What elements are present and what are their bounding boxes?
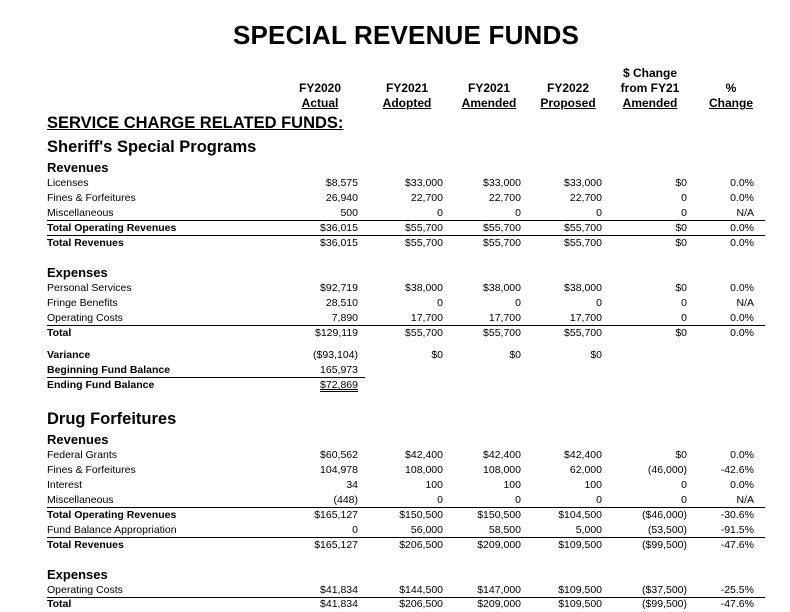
cell-fy2020-actual: $129,119: [314, 327, 358, 339]
cell-fy2022-proposed: 62,000: [569, 464, 602, 476]
cell-fy2021-amended: $42,400: [483, 449, 521, 461]
cell-fy2021-adopted: $38,000: [405, 282, 443, 294]
cell-percent-change: N/A: [736, 494, 754, 506]
cell-fy2022-proposed: $104,500: [558, 509, 602, 521]
cell-fy2020-actual: (448): [333, 494, 358, 506]
cell-fy2020-actual: $165,127: [314, 509, 358, 521]
cell-fy2022-proposed: 17,700: [569, 312, 602, 324]
header-line: FY2020: [298, 81, 342, 95]
cell-dollar-change: 0: [681, 494, 687, 506]
header-fy2021-adopted: [372, 81, 442, 111]
cell-fy2020-actual: $92,719: [320, 282, 358, 294]
table-row: [0, 363, 790, 378]
cell-fy2022-proposed: 0: [596, 494, 602, 506]
table-row: [0, 206, 790, 221]
table-row: [0, 281, 790, 296]
header-fy2020-actual: [285, 81, 355, 111]
table-row: [0, 296, 790, 311]
cell-dollar-change: $0: [675, 282, 687, 294]
cell-fy2021-adopted: 17,700: [410, 312, 443, 324]
cell-dollar-change: ($99,500): [642, 539, 687, 551]
cell-fy2020-actual: 7,890: [331, 312, 358, 324]
row-label: Miscellaneous: [47, 494, 114, 506]
cell-fy2021-adopted: 0: [437, 207, 443, 219]
cell-fy2021-amended: $38,000: [483, 282, 521, 294]
header-line: FY2022: [546, 81, 590, 95]
table-row: [0, 538, 790, 553]
cell-percent-change: -47.6%: [720, 539, 754, 551]
cell-fy2020-actual: 104,978: [320, 464, 358, 476]
cell-fy2021-adopted: $42,400: [405, 449, 443, 461]
cell-percent-change: 0.0%: [730, 177, 754, 189]
row-label: Total Revenues: [47, 539, 124, 551]
cell-fy2021-adopted: $150,500: [399, 509, 443, 521]
cell-fy2021-adopted: $0: [431, 349, 443, 361]
cell-percent-change: 0.0%: [730, 449, 754, 461]
row-label: Total: [47, 327, 72, 339]
cell-fy2022-proposed: $109,500: [558, 539, 602, 551]
cell-fy2020-actual: 26,940: [325, 192, 358, 204]
row-label: Fines & Forfeitures: [47, 464, 136, 476]
row-label: Interest: [47, 479, 83, 491]
cell-fy2022-proposed: 100: [584, 479, 602, 491]
cell-dollar-change: $0: [675, 237, 687, 249]
table-row: [0, 176, 790, 191]
cell-fy2020-actual: 165,973: [320, 364, 358, 376]
cell-fy2021-amended: 100: [503, 479, 521, 491]
header-line-underlined: Adopted: [382, 96, 432, 110]
cell-fy2021-adopted: 56,000: [410, 524, 443, 536]
cell-fy2021-amended: 22,700: [488, 192, 521, 204]
row-label: Operating Costs: [47, 312, 123, 324]
cell-fy2021-adopted: $55,700: [405, 222, 443, 234]
row-label: Operating Costs: [47, 584, 123, 596]
cell-fy2022-proposed: $109,500: [558, 598, 602, 610]
cell-percent-change: N/A: [736, 297, 754, 309]
cell-fy2021-adopted: $144,500: [399, 584, 443, 596]
cell-fy2020-actual: 0: [352, 524, 358, 536]
cell-percent-change: -25.5%: [720, 584, 754, 596]
cell-dollar-change: 0: [681, 479, 687, 491]
cell-fy2022-proposed: $55,700: [564, 222, 602, 234]
cell-fy2021-amended: 0: [515, 207, 521, 219]
cell-fy2022-proposed: $42,400: [564, 449, 602, 461]
cell-fy2020-actual: $41,834: [320, 598, 358, 610]
section-title: SERVICE CHARGE RELATED FUNDS:: [47, 114, 344, 132]
group-label-expenses: Expenses: [47, 265, 108, 280]
table-row: [0, 478, 790, 493]
cell-fy2021-adopted: 100: [425, 479, 443, 491]
cell-fy2022-proposed: $55,700: [564, 327, 602, 339]
cell-dollar-change: ($99,500): [642, 598, 687, 610]
cell-fy2022-proposed: $33,000: [564, 177, 602, 189]
cell-percent-change: 0.0%: [730, 192, 754, 204]
header-fy2021-amended: [453, 81, 525, 111]
cell-fy2022-proposed: $109,500: [558, 584, 602, 596]
table-row: [0, 493, 790, 508]
cell-dollar-change: 0: [681, 207, 687, 219]
group-label-revenues: Revenues: [47, 432, 109, 447]
row-label: Fines & Forfeitures: [47, 192, 136, 204]
header-line: FY2021: [385, 81, 429, 95]
cell-fy2020-actual: $41,834: [320, 584, 358, 596]
header-line-underlined: Amended: [622, 96, 678, 110]
cell-fy2021-amended: $209,000: [477, 598, 521, 610]
table-row: [0, 378, 790, 393]
cell-dollar-change: $0: [675, 327, 687, 339]
cell-dollar-change: ($46,000): [642, 509, 687, 521]
cell-dollar-change: $0: [675, 177, 687, 189]
table-row: [0, 311, 790, 326]
header-line: from FY21: [620, 81, 680, 95]
cell-fy2022-proposed: $55,700: [564, 237, 602, 249]
cell-fy2020-actual: $72,869: [320, 379, 358, 391]
cell-fy2021-amended: $55,700: [483, 222, 521, 234]
cell-fy2021-amended: $33,000: [483, 177, 521, 189]
header-line: $ Change: [622, 66, 677, 80]
cell-fy2020-actual: $36,015: [320, 237, 358, 249]
cell-fy2021-adopted: 22,700: [410, 192, 443, 204]
cell-fy2020-actual: 500: [340, 207, 358, 219]
cell-percent-change: N/A: [736, 207, 754, 219]
cell-fy2022-proposed: 22,700: [569, 192, 602, 204]
cell-fy2021-amended: $55,700: [483, 327, 521, 339]
row-label: Federal Grants: [47, 449, 118, 461]
cell-fy2021-adopted: $206,500: [399, 598, 443, 610]
cell-dollar-change: $0: [675, 449, 687, 461]
cell-fy2020-actual: $165,127: [314, 539, 358, 551]
cell-fy2020-actual: 34: [346, 479, 358, 491]
table-row: [0, 191, 790, 206]
cell-fy2020-actual: 28,510: [325, 297, 358, 309]
cell-percent-change: -42.6%: [720, 464, 754, 476]
header-line-underlined: Proposed: [540, 96, 596, 110]
cell-fy2022-proposed: 5,000: [575, 524, 602, 536]
row-label: Ending Fund Balance: [47, 379, 155, 391]
group-label-revenues: Revenues: [47, 160, 109, 175]
cell-fy2021-amended: $150,500: [477, 509, 521, 521]
table-row: [0, 236, 790, 251]
row-label: Beginning Fund Balance: [47, 364, 171, 376]
header-line: FY2021: [467, 81, 511, 95]
cell-fy2021-amended: $147,000: [477, 584, 521, 596]
table-row: [0, 463, 790, 478]
cell-fy2021-adopted: $55,700: [405, 237, 443, 249]
cell-percent-change: 0.0%: [730, 312, 754, 324]
cell-fy2021-amended: 0: [515, 494, 521, 506]
cell-fy2021-amended: $209,000: [477, 539, 521, 551]
cell-dollar-change: 0: [681, 312, 687, 324]
table-row: [0, 326, 790, 341]
cell-fy2022-proposed: $0: [590, 349, 602, 361]
header-line-underlined: Change: [708, 96, 753, 110]
cell-percent-change: 0.0%: [730, 237, 754, 249]
cell-fy2021-amended: 108,000: [483, 464, 521, 476]
row-label: Variance: [47, 349, 91, 361]
cell-fy2021-adopted: $55,700: [405, 327, 443, 339]
cell-percent-change: -91.5%: [720, 524, 754, 536]
header-line-underlined: Actual: [301, 96, 339, 110]
page-title: SPECIAL REVENUE FUNDS: [232, 20, 580, 50]
cell-fy2021-adopted: 108,000: [405, 464, 443, 476]
cell-dollar-change: 0: [681, 192, 687, 204]
cell-dollar-change: ($37,500): [642, 584, 687, 596]
table-row: [0, 448, 790, 463]
cell-fy2021-adopted: 0: [437, 297, 443, 309]
cell-fy2021-adopted: $33,000: [405, 177, 443, 189]
fund-name-sheriff: Sheriff's Special Programs: [47, 138, 257, 156]
cell-percent-change: 0.0%: [730, 282, 754, 294]
cell-fy2020-actual: $60,562: [320, 449, 358, 461]
cell-dollar-change: (53,500): [647, 524, 687, 536]
cell-dollar-change: 0: [681, 297, 687, 309]
header-dollar-change: [610, 66, 690, 111]
cell-fy2021-adopted: 0: [437, 494, 443, 506]
cell-dollar-change: (46,000): [647, 464, 687, 476]
cell-fy2020-actual: ($93,104): [313, 349, 358, 361]
cell-fy2021-amended: 58,500: [488, 524, 521, 536]
cell-fy2020-actual: $8,575: [325, 177, 358, 189]
table-row: [0, 583, 790, 598]
header-line: %: [725, 81, 737, 95]
table-row: [0, 597, 790, 612]
cell-fy2021-amended: 0: [515, 297, 521, 309]
cell-fy2021-amended: $0: [509, 349, 521, 361]
row-label: Total Operating Revenues: [47, 222, 177, 234]
cell-percent-change: -47.6%: [720, 598, 754, 610]
row-label: Licenses: [47, 177, 89, 189]
row-label: Total Operating Revenues: [47, 509, 177, 521]
cell-percent-change: 0.0%: [730, 327, 754, 339]
cell-percent-change: -30.6%: [720, 509, 754, 521]
row-label: Miscellaneous: [47, 207, 114, 219]
cell-fy2020-actual: $36,015: [320, 222, 358, 234]
row-label: Personal Services: [47, 282, 132, 294]
header-fy2022-proposed: [532, 81, 604, 111]
table-row: [0, 508, 790, 523]
cell-dollar-change: $0: [675, 222, 687, 234]
row-label: Total: [47, 598, 72, 610]
cell-fy2022-proposed: 0: [596, 297, 602, 309]
cell-fy2022-proposed: $38,000: [564, 282, 602, 294]
table-row: [0, 221, 790, 236]
cell-percent-change: 0.0%: [730, 479, 754, 491]
cell-fy2021-amended: $55,700: [483, 237, 521, 249]
fund-name-drug: Drug Forfeitures: [47, 410, 177, 428]
cell-percent-change: 0.0%: [730, 222, 754, 234]
group-label-expenses: Expenses: [47, 567, 108, 582]
table-row: [0, 348, 790, 363]
cell-fy2022-proposed: 0: [596, 207, 602, 219]
row-label: Fringe Benefits: [47, 297, 118, 309]
header-percent-change: [700, 81, 762, 111]
row-label: Total Revenues: [47, 237, 124, 249]
row-label: Fund Balance Appropriation: [47, 524, 177, 536]
cell-fy2021-amended: 17,700: [488, 312, 521, 324]
cell-fy2021-adopted: $206,500: [399, 539, 443, 551]
header-line-underlined: Amended: [461, 96, 517, 110]
table-row: [0, 523, 790, 538]
